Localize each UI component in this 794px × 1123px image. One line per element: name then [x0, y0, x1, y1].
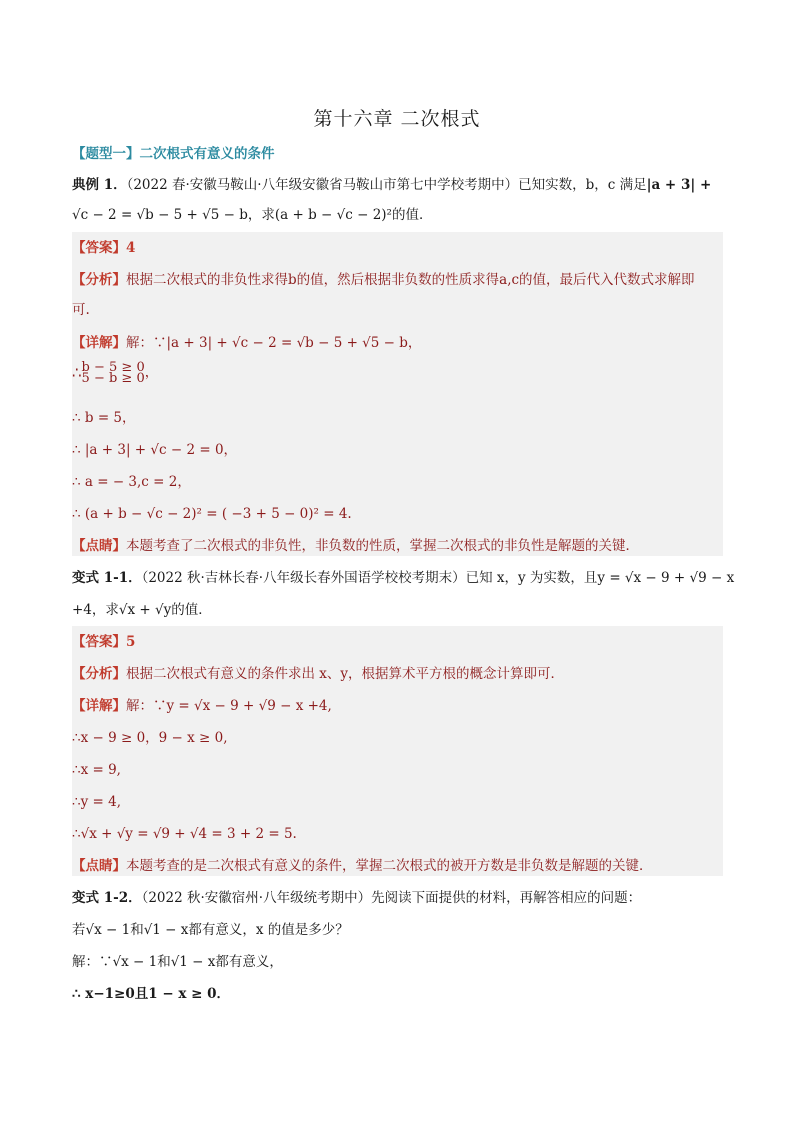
system-of-inequalities: ∴ b − 5 ≥ 0 5 − b ≥ 0 ，: [72, 360, 159, 386]
step-text: ∴x = 9,: [72, 762, 121, 778]
step-text: ∴√x + √y = √9 + √4 = 3 + 2 = 5.: [72, 826, 297, 842]
step-text: ∴y = 4,: [72, 794, 121, 810]
analysis-line-cont: [72, 300, 722, 320]
answer-line: [72, 632, 722, 652]
question-text: +4，求: [72, 602, 119, 618]
example-3-question: [72, 888, 722, 908]
example-1-question: [72, 175, 722, 195]
example-1-question-cont: [72, 205, 722, 225]
example-source: （2022 秋·安徽宿州·八年级统考期中）: [141, 890, 372, 906]
analysis-text: 根据二次根式的非负性求得b的值，然后根据非负数的性质求得a,c的值，最后代入代数式求解即: [126, 272, 695, 288]
step-text: ∴x − 9 ≥ 0，9 − x ≥ 0,: [72, 730, 228, 746]
analysis-text: 可.: [72, 302, 90, 318]
example-3-condition: [72, 920, 722, 940]
chapter-title: 第十六章 二次根式: [313, 108, 481, 130]
answer-value: 5: [126, 634, 136, 650]
point-tag: 【点睛】: [72, 538, 126, 554]
question-text: 的值．: [171, 602, 212, 618]
detail-intro: 解：∵|a + 3| + √c − 2 = √b − 5 + √5 − b，: [126, 335, 422, 351]
question-text: 已知 x，y 为实数，且: [465, 570, 598, 586]
question-text: ，求: [247, 207, 275, 223]
step-3: [72, 792, 722, 812]
step-text: ∴ a = − 3,c = 2，: [72, 474, 191, 490]
expression: √x + √y: [118, 602, 172, 618]
section-name: 二次根式有意义的条件: [139, 146, 275, 162]
equation: y = √x − 9 + √9 − x: [597, 570, 735, 586]
step-4: [72, 824, 722, 844]
question-text: 已知实数，b，c 满足: [518, 177, 647, 193]
example-label: 变式 1-1．: [72, 570, 142, 586]
detail-tag: 【详解】: [72, 335, 126, 351]
example-3-step: [72, 984, 722, 1004]
analysis-tag: 【分析】: [72, 666, 126, 682]
detail-line: [72, 333, 722, 353]
condition-text: 若√x − 1和√1 − x都有意义，x 的值是多少？: [72, 922, 349, 938]
question-text: 的值．: [391, 207, 433, 223]
detail-tag: 【详解】: [72, 698, 126, 714]
step-text: ∴ b = 5，: [72, 410, 136, 426]
step-ac: [72, 472, 722, 492]
detail-intro: 解：∵y = √x − 9 + √9 − x +4,: [126, 698, 332, 714]
analysis-tag: 【分析】: [72, 272, 126, 288]
step-b: [72, 408, 722, 428]
detail-line: [72, 696, 722, 716]
answer-value: 4: [126, 240, 136, 256]
analysis-text: 根据二次根式有意义的条件求出 x、y，根据算术平方根的概念计算即可．: [126, 666, 565, 682]
section-tag: 【题型一】: [72, 146, 140, 162]
equation-part: |a + 3| +: [646, 177, 712, 193]
analysis-line: [72, 664, 722, 684]
step-text: ∴ (a + b − √c − 2)² = ( −3 + 5 − 0)² = 4.: [72, 506, 352, 522]
point-text: 本题考查的是二次根式有意义的条件，掌握二次根式的被开方数是非负数是解题的关键．: [126, 858, 653, 874]
step-text: ∴ x−1≥0且1 − x ≥ 0．: [72, 986, 231, 1002]
step-2: [72, 760, 722, 780]
inequality-system: [82, 362, 145, 384]
point-tag: 【点睛】: [72, 858, 126, 874]
answer-tag: 【答案】: [72, 634, 126, 650]
example-2-question-cont: [72, 600, 722, 620]
step-final: [72, 504, 722, 524]
inequality-2: 5 − b ≥ 0: [81, 371, 145, 386]
example-label: 典例 1．: [72, 177, 127, 193]
example-2-question: [72, 568, 735, 588]
point-line: [72, 536, 722, 556]
example-source: （2022 秋·吉林长春·八年级长春外国语学校校考期末）: [141, 570, 466, 586]
example-source: （2022 春·安徽马鞍山·八年级安徽省马鞍山市第七中学校考期中）: [126, 177, 519, 193]
answer-tag: 【答案】: [72, 240, 126, 256]
inequality-1: b − 5 ≥ 0: [81, 360, 145, 375]
point-line: [72, 856, 722, 876]
expression: (a + b − √c − 2)²: [274, 207, 392, 223]
answer-line: [72, 238, 722, 258]
section-heading: [72, 144, 722, 164]
point-text: 本题考查了二次根式的非负性，非负数的性质，掌握二次根式的非负性是解题的关键．: [126, 538, 639, 554]
equation: √c − 2 = √b − 5 + √5 − b: [72, 207, 248, 223]
question-text: 先阅读下面提供的材料，再解答相应的问题：: [371, 890, 642, 906]
step-1: [72, 728, 722, 748]
example-label: 变式 1-2．: [72, 890, 142, 906]
step-sum: [72, 440, 722, 460]
solution-text: 解：∵√x − 1和√1 − x都有意义，: [72, 954, 283, 970]
analysis-line: [72, 270, 722, 290]
example-3-solution: [72, 952, 722, 972]
step-text: ∴ |a + 3| + √c − 2 = 0，: [72, 442, 238, 458]
